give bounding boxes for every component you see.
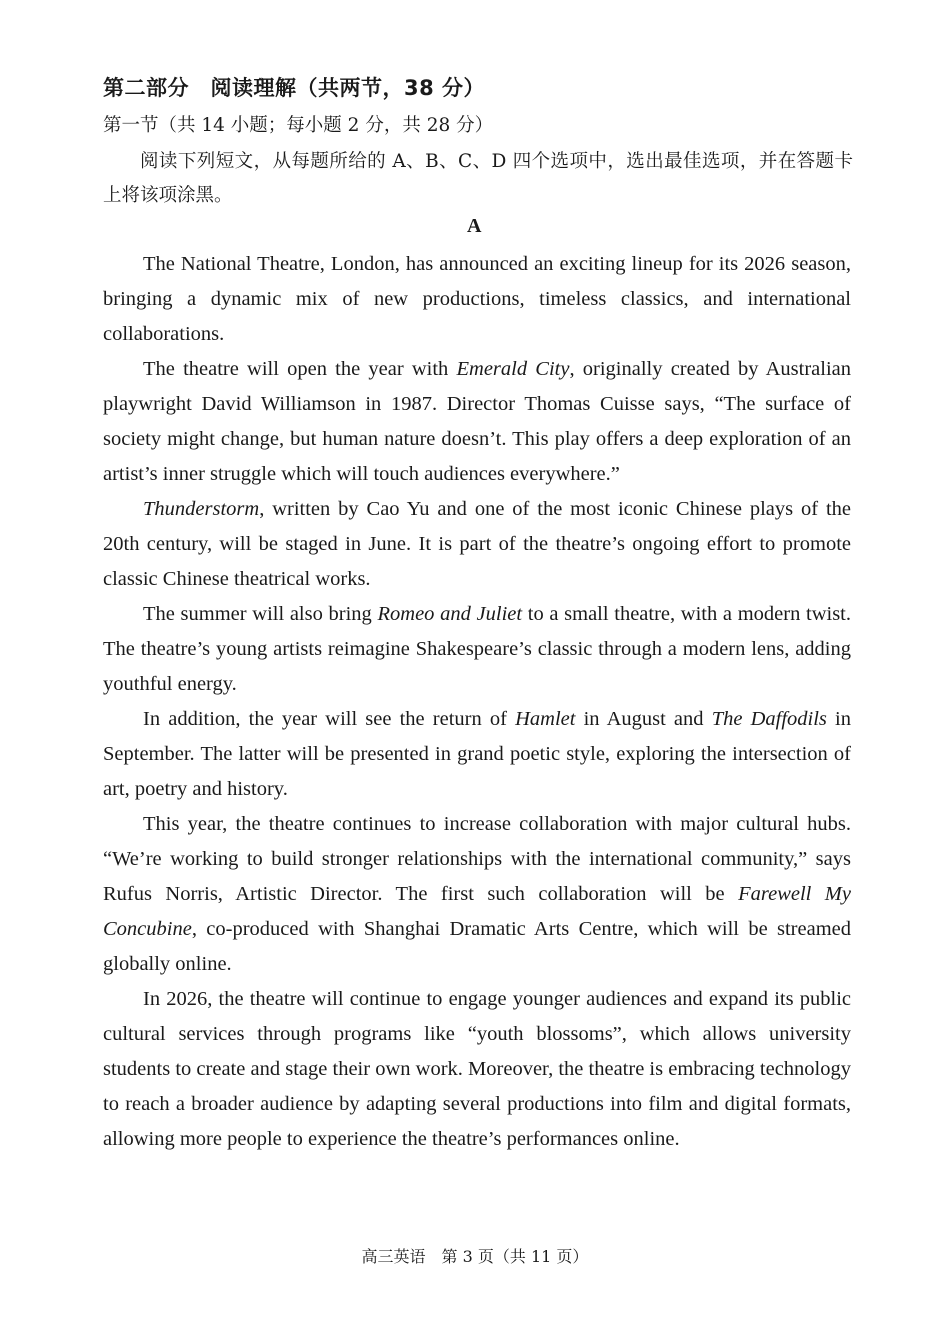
play-title: The Daffodils [711, 708, 827, 730]
paragraph-text: The summer will also bring [143, 603, 378, 625]
paragraph-6 [103, 807, 851, 982]
paragraph-text: The National Theatre, London, has announced an exciting lineup for its 2026 season, bringing a dynamic mix of new productions, timeless classics, and international collaborations. [103, 253, 851, 345]
play-title: Thunderstorm [143, 498, 260, 520]
paragraph-text: The theatre will open the year with [143, 358, 457, 380]
paragraph-text: in September. The latter will be presented in grand poetic style, exploring the intersection of art, poetry and history. [103, 708, 851, 800]
play-title: Hamlet [515, 708, 576, 730]
page-footer: 高三英语 第 3 页（共 11 页） [361, 1247, 589, 1266]
paragraph-text: In 2026, the theatre will continue to engage younger audiences and expand its public cultural services through programs like “youth blossoms”, which allows university students to create and stage their own work. Moreover, the theatre is embracing technology to reach a broader audience by adapting several productions into film and digital formats, allowing more people to experience the theatre’s performances online. [103, 988, 851, 1150]
instructions: 阅读下列短文，从每题所给的 A、B、C、D 四个选项中，选出最佳选项，并在答题卡上将该项涂黑。 [103, 151, 853, 206]
paragraph-text: to a small theatre, with a modern twist. The theatre’s young artists reimagine Shakespeare’s classic through a modern lens, adding youthful energy. [103, 603, 852, 695]
play-title: Farewell My Concubine [103, 883, 851, 940]
paragraph-5 [103, 702, 851, 807]
paragraph-4 [103, 597, 851, 702]
play-title: Emerald City [456, 358, 570, 380]
paragraph-2 [103, 352, 851, 492]
subsection-title: 第一节（共 14 小题；每小题 2 分，共 28 分） [103, 115, 494, 136]
paragraph-text: , written by Cao Yu and one of the most iconic Chinese plays of the 20th century, will be staged in June. It is part of the theatre’s ongoing effort to promote classic Chinese theatrical works. [103, 498, 851, 590]
reading-passage [103, 247, 851, 1157]
paragraph-text: , originally created by Australian playwright David Williamson in 1987. Director Thomas Cuisse says, “The surface of society might change, but human nature doesn’t. This play offers a deep exploration of an artist’s inner struggle which will touch audiences everywhere.” [103, 358, 852, 485]
passage-label: A [467, 215, 482, 237]
paragraph-text: This year, the theatre continues to increase collaboration with major cultural hubs. “We’re working to build stronger relationships with the international community,” says Rufus Norris, Artistic Director. The first such collaboration will be [103, 813, 851, 905]
paragraph-text: In addition, the year will see the return of [143, 708, 516, 730]
paragraph-7 [103, 982, 851, 1157]
paragraph-text: in August and [575, 708, 712, 730]
play-title: Romeo and Juliet [377, 603, 523, 625]
paragraph-1 [103, 247, 851, 352]
paragraph-3 [103, 492, 851, 597]
section-title: 第二部分 阅读理解（共两节，38 分） [103, 76, 486, 100]
paragraph-text: , co-produced with Shanghai Dramatic Arts Centre, which will be streamed globally online. [103, 918, 851, 975]
